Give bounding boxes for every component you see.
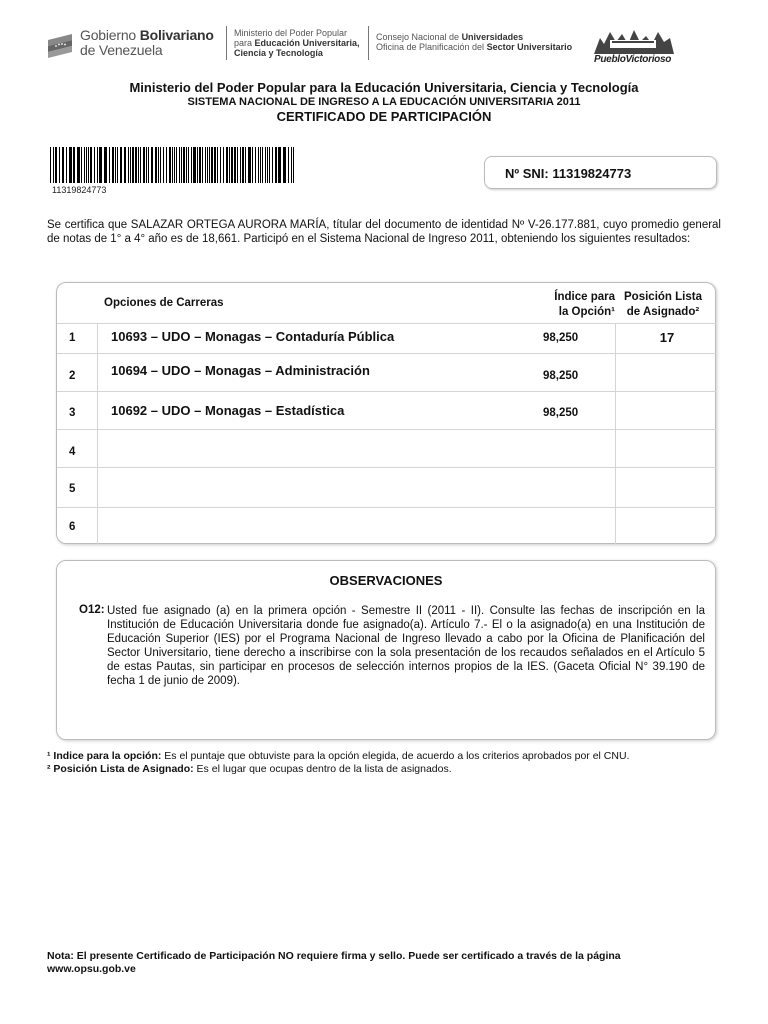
barcode-bar	[186, 147, 187, 183]
barcode-bar	[81, 147, 82, 183]
barcode-bar	[242, 147, 244, 183]
barcode-number: 11319824773	[52, 185, 107, 195]
barcode-bar	[260, 147, 261, 183]
footnote-1: ¹ Indice para la opción: Es el puntaje que obtuviste para la opción elegida, de acuerdo a los criterios aprobados por el CNU.	[47, 750, 630, 762]
header-divider	[368, 26, 369, 60]
barcode-bar	[69, 147, 72, 183]
barcode-bar	[199, 147, 201, 183]
barcode-bar	[223, 147, 224, 183]
barcode-bar	[163, 147, 164, 183]
pueblo-victorioso-text: PuebloVictorioso	[594, 54, 672, 65]
barcode-bar	[140, 147, 141, 183]
row-index: 98,250	[543, 332, 579, 344]
barcode-bar	[146, 147, 147, 183]
row-number: 3	[69, 407, 76, 419]
row-number: 4	[69, 446, 76, 458]
row-option: 10694 – UDO – Monagas – Administración	[111, 363, 370, 378]
barcode-bar	[211, 147, 213, 183]
barcode-bar	[283, 147, 286, 183]
table-divider	[97, 323, 98, 544]
row-index: 98,250	[543, 407, 579, 419]
header-divider	[226, 26, 227, 60]
gobierno-text: Gobierno Bolivariano de Venezuela	[80, 27, 214, 58]
barcode-bar	[288, 147, 289, 183]
barcode-bar	[255, 147, 256, 183]
footnote-2: ² Posición Lista de Asignado: Es el lugar que ocupas dentro de la lista de asignados.	[47, 763, 452, 775]
barcode-bar	[166, 147, 167, 183]
table-divider	[57, 507, 716, 508]
barcode-bar	[77, 147, 80, 183]
barcode-bar	[124, 147, 126, 183]
barcode-bar	[207, 147, 208, 183]
system-title: SISTEMA NACIONAL DE INGRESO A LA EDUCACIÓN UNIVERSITARIA 2011	[187, 96, 581, 108]
barcode-bar	[267, 147, 268, 183]
barcode-bar	[62, 147, 64, 183]
ministry-title: Ministerio del Poder Popular para la Educación Universitaria, Ciencia y Tecnología	[129, 80, 639, 95]
header-options: Opciones de Carreras	[104, 297, 224, 309]
barcode-bar	[234, 147, 236, 183]
barcode-bar	[130, 147, 131, 183]
barcode-bar	[86, 147, 87, 183]
row-number: 2	[69, 370, 76, 382]
barcode-bar	[193, 147, 196, 183]
table-divider	[57, 323, 716, 324]
table-divider	[57, 429, 716, 430]
barcode-bar	[275, 147, 277, 183]
barcode-bar	[99, 147, 102, 183]
table-divider	[615, 323, 616, 544]
barcode-bar	[66, 147, 67, 183]
barcode-bar	[226, 147, 228, 183]
barcode-bar	[248, 147, 251, 183]
barcode-bar	[151, 147, 153, 183]
table-divider	[57, 467, 716, 468]
barcode	[50, 147, 294, 183]
barcode-bar	[132, 147, 134, 183]
observations-box	[56, 560, 716, 740]
row-option: 10693 – UDO – Monagas – Contaduría Pública	[111, 329, 395, 344]
observation-text: Usted fue asignado (a) en la primera opción - Semestre II (2011 - II). Consulte las fechas de inscripción en la Institución de Educación Universitaria donde fue asignado(a). Artículo 7.- El o la asignado(a) en una Institución de Educación Superior (IES) por el Programa Nacional de Ingreso llevado a cabo por la Oficina de Planificación del Sector Universitario, tiene derecho a inscribirse con la sola presentación de los recaudos señalados en el Artículo 5 de estas Pautas, sin participar en procesos de selección internos propios de la IES. (Gaceta Oficial N° 39.190 de fecha 1 de junio de 2009).	[107, 605, 705, 687]
barcode-bar	[50, 147, 51, 183]
barcode-bar	[229, 147, 230, 183]
barcode-bar	[220, 147, 221, 183]
barcode-bar	[143, 147, 145, 183]
barcode-bar	[258, 147, 259, 183]
barcode-bar	[155, 147, 157, 183]
barcode-bar	[90, 147, 92, 183]
barcode-bar	[176, 147, 177, 183]
barcode-bar	[148, 147, 149, 183]
career-options-table	[56, 282, 716, 544]
row-number: 6	[69, 521, 76, 533]
barcode-bar	[245, 147, 246, 183]
barcode-bar	[158, 147, 159, 183]
barcode-bar	[231, 147, 233, 183]
nota: Nota: El presente Certificado de Participación NO requiere firma y sello. Puede ser certificado a través de la página www.opsu.gob.ve	[47, 950, 621, 975]
barcode-bar	[197, 147, 198, 183]
barcode-bar	[138, 147, 139, 183]
barcode-bar	[120, 147, 122, 183]
barcode-bar	[73, 147, 75, 183]
row-option: 10692 – UDO – Monagas – Estadística	[111, 403, 345, 418]
barcode-bar	[53, 147, 54, 183]
barcode-bar	[209, 147, 210, 183]
observation-code: O12:	[79, 604, 105, 616]
barcode-bar	[181, 147, 182, 183]
table-divider	[57, 391, 716, 392]
barcode-bar	[205, 147, 206, 183]
row-number: 5	[69, 483, 76, 495]
venezuela-flag-icon	[46, 32, 74, 58]
barcode-bar	[84, 147, 85, 183]
barcode-bar	[109, 147, 110, 183]
barcode-bar	[269, 147, 270, 183]
opsu-link: www.opsu.gob.ve	[47, 963, 136, 975]
barcode-bar	[265, 147, 266, 183]
barcode-bar	[293, 147, 294, 183]
barcode-bar	[217, 147, 218, 183]
barcode-bar	[278, 147, 281, 183]
observations-title: OBSERVACIONES	[329, 573, 443, 588]
row-position: 17	[659, 330, 675, 345]
header	[46, 24, 726, 70]
barcode-bar	[174, 147, 175, 183]
barcode-bar	[252, 147, 253, 183]
header-position: Posición Lista de Asignado²	[624, 291, 702, 318]
barcode-bar	[262, 147, 263, 183]
sni-box	[484, 156, 717, 189]
barcode-bar	[183, 147, 185, 183]
row-number: 1	[69, 332, 76, 344]
title-block	[0, 80, 768, 125]
barcode-bar	[272, 147, 273, 183]
barcode-bar	[291, 147, 292, 183]
ministerio-text: Ministerio del Poder Popular para Educación Universitaria, Ciencia y Tecnología	[234, 28, 360, 58]
barcode-bar	[112, 147, 114, 183]
barcode-bar	[214, 147, 216, 183]
barcode-bar	[188, 147, 189, 183]
barcode-bar	[179, 147, 180, 183]
barcode-bar	[55, 147, 57, 183]
table-divider	[57, 353, 716, 354]
barcode-bar	[97, 147, 98, 183]
cnu-text: Consejo Nacional de Universidades Oficina de Planificación del Sector Universitario	[376, 32, 573, 52]
barcode-bar	[172, 147, 173, 183]
barcode-bar	[169, 147, 171, 183]
barcode-bar	[128, 147, 129, 183]
barcode-bar	[94, 147, 95, 183]
barcode-bar	[202, 147, 203, 183]
barcode-bar	[117, 147, 118, 183]
barcode-bar	[237, 147, 238, 183]
barcode-bar	[191, 147, 192, 183]
header-index: Índice para la Opción¹	[554, 291, 615, 318]
gobierno-logo	[46, 28, 224, 64]
barcode-bar	[115, 147, 116, 183]
barcode-bar	[240, 147, 241, 183]
barcode-bar	[59, 147, 60, 183]
barcode-bar	[104, 147, 107, 183]
barcode-bar	[88, 147, 89, 183]
barcode-bar	[160, 147, 161, 183]
row-index: 98,250	[543, 370, 579, 382]
certificate-title: CERTIFICADO DE PARTICIPACIÓN	[276, 109, 492, 124]
barcode-bar	[135, 147, 137, 183]
sni-number: Nº SNI: 11319824773	[505, 166, 632, 181]
certification-paragraph: Se certifica que SALAZAR ORTEGA AURORA MARÍA, títular del documento de identidad Nº V-26.177.881, cuyo promedio general de notas de 1° a 4° año es de 18,661. Participó en el Sistema Nacional de Ingreso 2011, obteniendo los siguientes resultados:	[47, 219, 721, 245]
